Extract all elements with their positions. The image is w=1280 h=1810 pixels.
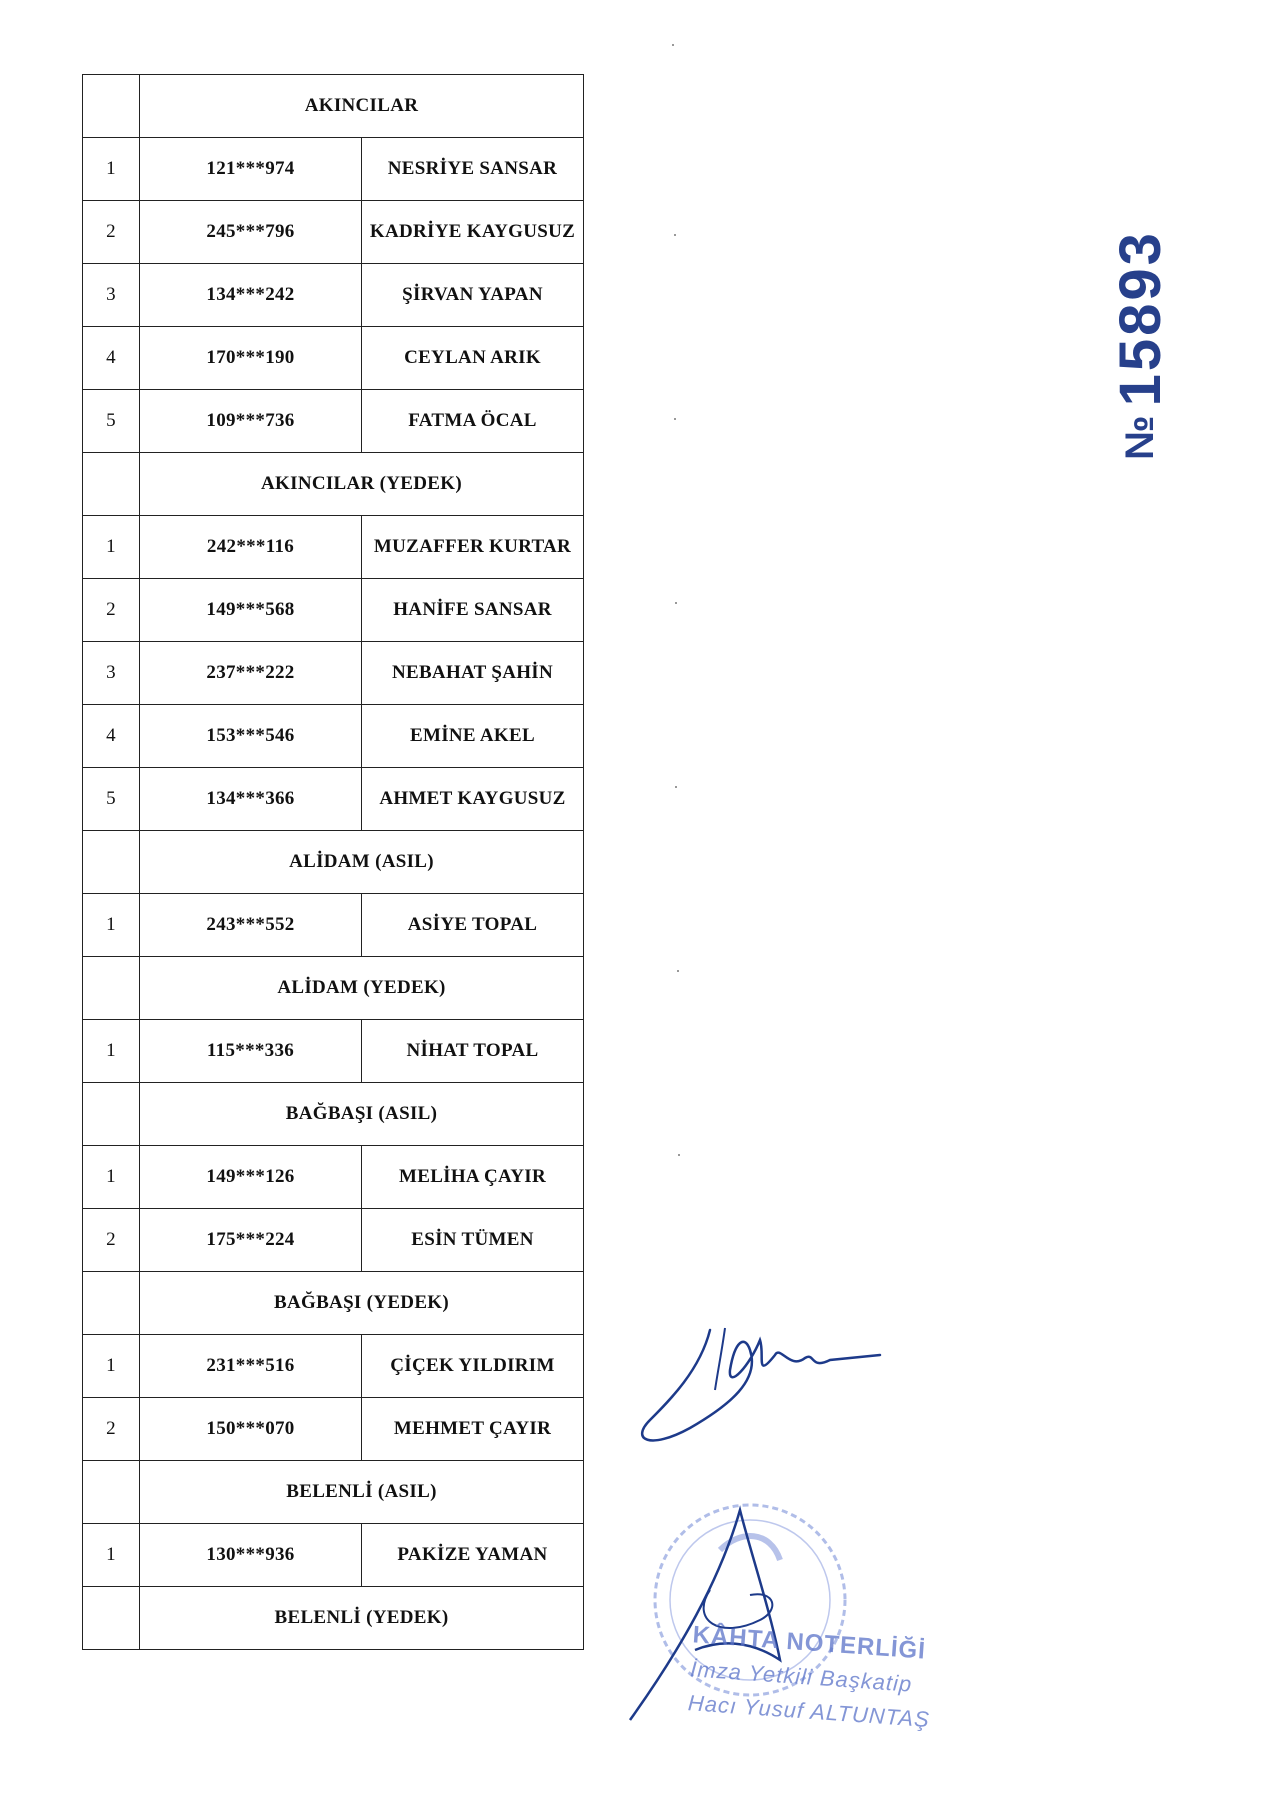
person-name: EMİNE AKEL (362, 705, 584, 768)
section-number-cell (83, 957, 140, 1020)
handwritten-signature (630, 1310, 890, 1450)
row-number: 1 (83, 894, 140, 957)
page-number-stamp (1100, 230, 1180, 460)
section-title: ALİDAM (ASIL) (140, 831, 584, 894)
table-row (83, 264, 584, 327)
person-name: ŞİRVAN YAPAN (362, 264, 584, 327)
table-row (83, 705, 584, 768)
row-number: 2 (83, 1398, 140, 1461)
table-row (83, 1209, 584, 1272)
person-name: MELİHA ÇAYIR (362, 1146, 584, 1209)
person-name: MUZAFFER KURTAR (362, 516, 584, 579)
person-name: ESİN TÜMEN (362, 1209, 584, 1272)
stamp-line: Hacı Yusuf ALTUNTAŞ (687, 1690, 931, 1733)
person-name: CEYLAN ARIK (362, 327, 584, 390)
person-name: PAKİZE YAMAN (362, 1524, 584, 1587)
notary-stamp-text (687, 1618, 973, 1739)
row-number: 3 (83, 642, 140, 705)
row-number: 1 (83, 138, 140, 201)
table-row (83, 768, 584, 831)
person-name: NESRİYE SANSAR (362, 138, 584, 201)
table-row (83, 1524, 584, 1587)
person-name: KADRİYE KAYGUSUZ (362, 201, 584, 264)
section-number-cell (83, 1272, 140, 1335)
table-row (83, 390, 584, 453)
person-name: MEHMET ÇAYIR (362, 1398, 584, 1461)
row-number: 1 (83, 516, 140, 579)
section-title: AKINCILAR (140, 75, 584, 138)
table-row (83, 1398, 584, 1461)
section-title: BELENLİ (ASIL) (140, 1461, 584, 1524)
section-header-row (83, 1083, 584, 1146)
person-name: NİHAT TOPAL (362, 1020, 584, 1083)
row-number: 5 (83, 390, 140, 453)
table-row (83, 516, 584, 579)
person-name: ASİYE TOPAL (362, 894, 584, 957)
id-number: 121***974 (140, 138, 362, 201)
section-title: ALİDAM (YEDEK) (140, 957, 584, 1020)
id-number: 245***796 (140, 201, 362, 264)
table-row (83, 138, 584, 201)
row-number: 4 (83, 327, 140, 390)
id-number: 150***070 (140, 1398, 362, 1461)
row-number: 1 (83, 1335, 140, 1398)
id-number: 170***190 (140, 327, 362, 390)
row-number: 2 (83, 579, 140, 642)
id-number: 175***224 (140, 1209, 362, 1272)
section-header-row (83, 957, 584, 1020)
scan-speck (674, 234, 676, 236)
table-row (83, 201, 584, 264)
page-number-value: 15893 (1107, 230, 1173, 407)
section-number-cell (83, 1461, 140, 1524)
numero-sign: № (1117, 412, 1162, 460)
section-number-cell (83, 1587, 140, 1650)
row-number: 2 (83, 201, 140, 264)
table-body (83, 75, 584, 1650)
table-row (83, 579, 584, 642)
row-number: 2 (83, 1209, 140, 1272)
person-name: HANİFE SANSAR (362, 579, 584, 642)
section-header-row (83, 453, 584, 516)
scan-speck (672, 44, 674, 46)
id-number: 231***516 (140, 1335, 362, 1398)
id-number: 115***336 (140, 1020, 362, 1083)
table-row (83, 1020, 584, 1083)
section-header-row (83, 831, 584, 894)
id-number: 153***546 (140, 705, 362, 768)
section-number-cell (83, 453, 140, 516)
section-header-row (83, 1461, 584, 1524)
person-name: ÇİÇEK YILDIRIM (362, 1335, 584, 1398)
id-number: 149***126 (140, 1146, 362, 1209)
person-name: NEBAHAT ŞAHİN (362, 642, 584, 705)
row-number: 3 (83, 264, 140, 327)
id-number: 134***242 (140, 264, 362, 327)
id-number: 109***736 (140, 390, 362, 453)
section-title: BELENLİ (YEDEK) (140, 1587, 584, 1650)
section-header-row (83, 1272, 584, 1335)
section-title: BAĞBAŞI (YEDEK) (140, 1272, 584, 1335)
scan-speck (674, 418, 676, 420)
id-number: 237***222 (140, 642, 362, 705)
scan-speck (675, 602, 677, 604)
id-number: 134***366 (140, 768, 362, 831)
section-number-cell (83, 75, 140, 138)
person-name: FATMA ÖCAL (362, 390, 584, 453)
table-row (83, 642, 584, 705)
section-number-cell (83, 831, 140, 894)
section-header-row (83, 75, 584, 138)
id-number: 130***936 (140, 1524, 362, 1587)
row-number: 1 (83, 1146, 140, 1209)
section-number-cell (83, 1083, 140, 1146)
section-title: BAĞBAŞI (ASIL) (140, 1083, 584, 1146)
table-row (83, 1146, 584, 1209)
row-number: 5 (83, 768, 140, 831)
scan-speck (677, 970, 679, 972)
section-header-row (83, 1587, 584, 1650)
scan-speck (678, 1154, 680, 1156)
row-number: 4 (83, 705, 140, 768)
id-number: 243***552 (140, 894, 362, 957)
id-number: 149***568 (140, 579, 362, 642)
scan-speck (675, 786, 677, 788)
row-number: 1 (83, 1020, 140, 1083)
stamp-line: İmza Yetkili Başkatip (689, 1656, 914, 1697)
stamp-line: KÂHTA NOTERLİĞİ (691, 1621, 927, 1665)
row-number: 1 (83, 1524, 140, 1587)
person-name: AHMET KAYGUSUZ (362, 768, 584, 831)
section-title: AKINCILAR (YEDEK) (140, 453, 584, 516)
table-row (83, 1335, 584, 1398)
table-row (83, 894, 584, 957)
table-row (83, 327, 584, 390)
election-list-table (82, 74, 584, 1650)
id-number: 242***116 (140, 516, 362, 579)
